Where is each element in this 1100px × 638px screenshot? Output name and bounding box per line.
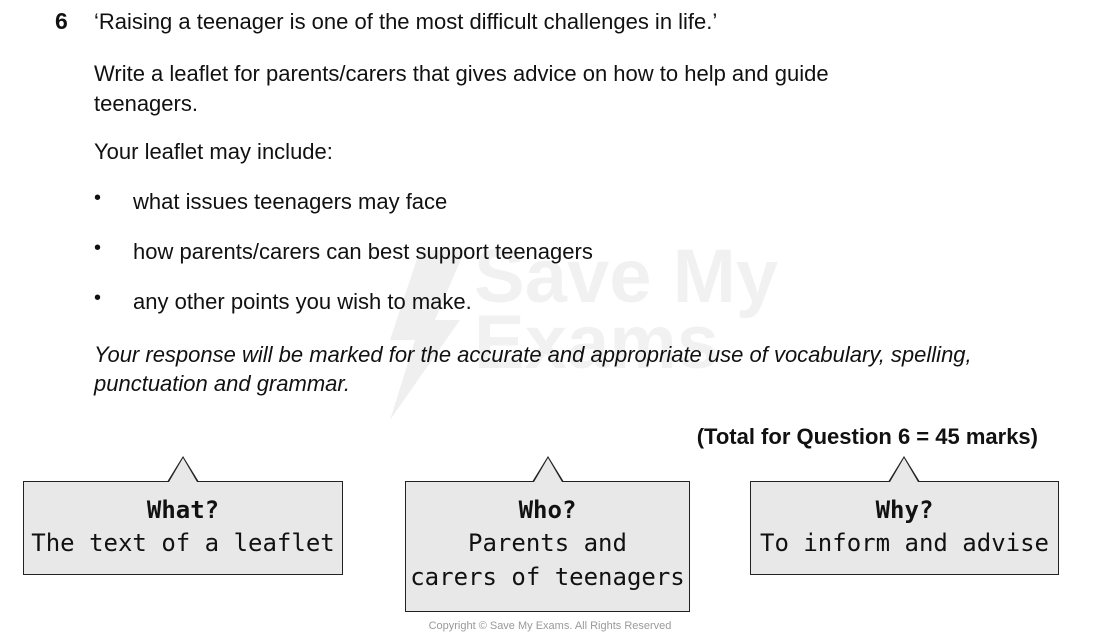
callout-what [23,481,343,575]
callout-who [405,481,690,612]
question-number: 6 [55,8,68,34]
watermark-text: Save My Exams [474,234,779,385]
total-marks: (Total for Question 6 = 45 marks) [696,424,1038,449]
bullet-text: what issues teenagers may face [133,189,448,214]
include-intro: Your leaflet may include: [94,139,333,164]
callout-body: The text of a leaflet [31,529,335,557]
bullet-dot-icon: • [94,187,102,209]
marking-note: Your response will be marked for the accurate and appropriate use of vocabulary, spelling, punctuation and grammar. [94,342,972,396]
callout-heading: Who? [518,496,577,524]
bullet-dot-icon: • [94,287,102,309]
copyright-text: Copyright © Save My Exams. All Rights Reserved [428,620,672,632]
question-task: Write a leaflet for parents/carers that gives advice on how to help and guide teenagers. [94,61,829,116]
bullet-dot-icon: • [94,237,102,259]
callout-why [750,481,1059,575]
bullet-text: how parents/carers can best support teenagers [133,239,593,264]
callout-body: To inform and advise [760,529,1049,557]
callout-pointer-icon [167,456,199,482]
callout-body: Parents and carers of teenagers [410,529,685,591]
callout-heading: Why? [875,496,934,524]
question-title: ‘Raising a teenager is one of the most difficult challenges in life.’ [94,9,718,34]
bullet-text: any other points you wish to make. [133,289,472,314]
callout-heading: What? [146,496,220,524]
callout-pointer-icon [888,456,920,482]
callout-pointer-icon [532,456,564,482]
